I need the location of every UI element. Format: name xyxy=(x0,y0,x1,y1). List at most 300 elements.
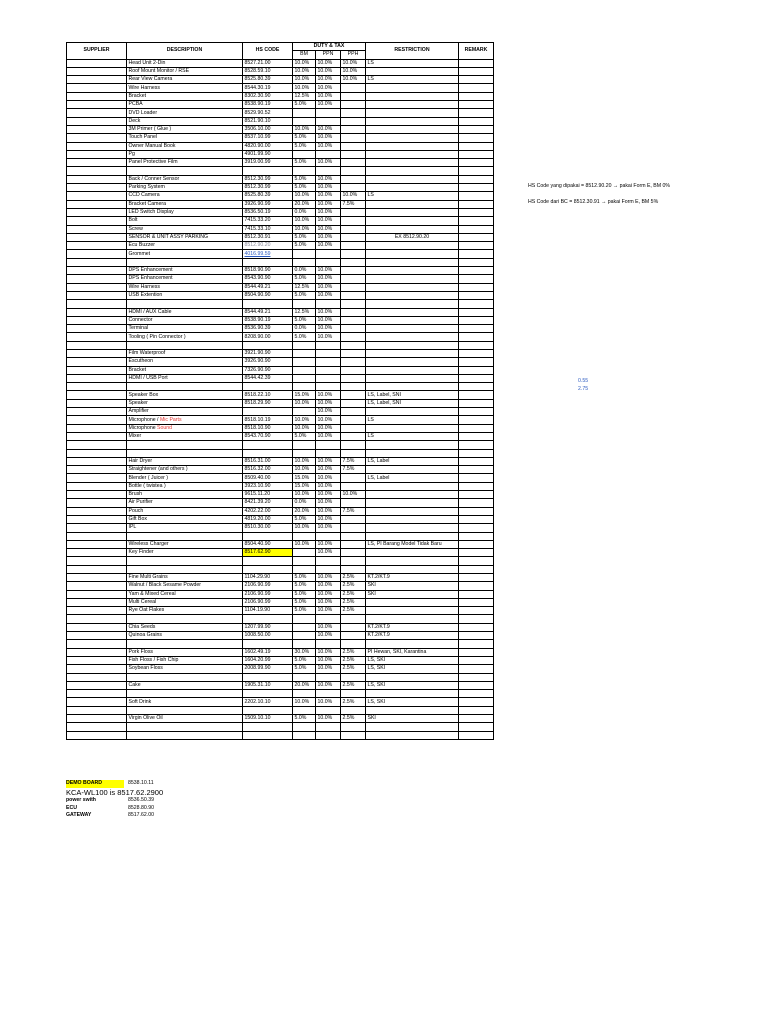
pph-cell xyxy=(341,233,366,241)
restriction-cell xyxy=(366,283,459,291)
hs-code-text: 8518.90.90 xyxy=(244,267,271,274)
description-cell xyxy=(127,267,243,275)
restriction-cell xyxy=(366,333,459,341)
restriction-cell xyxy=(366,167,459,175)
remark-cell xyxy=(459,159,494,167)
table-row xyxy=(67,134,494,142)
restriction-cell xyxy=(366,217,459,225)
supplier-cell xyxy=(67,598,127,606)
remark-cell xyxy=(459,242,494,250)
supplier-cell xyxy=(67,499,127,507)
table-row xyxy=(67,515,494,523)
table-row xyxy=(67,217,494,225)
supplier-cell xyxy=(67,524,127,532)
ppn-cell: 10.0% xyxy=(316,432,341,440)
ppn-cell: 10.0% xyxy=(316,408,341,416)
table-row xyxy=(67,258,494,266)
hs-code-text: 8517.62.90 xyxy=(244,549,271,556)
description-cell xyxy=(127,109,243,117)
description-text: SENSOR & UNIT ASSY PARKING xyxy=(128,233,209,240)
pph-cell xyxy=(341,399,366,407)
ppn-cell: 10.0% xyxy=(316,84,341,92)
supplier-cell xyxy=(67,457,127,465)
description-cell xyxy=(127,598,243,606)
bm-cell: 12.5% xyxy=(293,308,316,316)
pph-cell: 10.0% xyxy=(341,59,366,67)
description-text: Rye Oat Flakes xyxy=(128,607,165,614)
description-cell xyxy=(127,159,243,167)
pph-cell: 2.5% xyxy=(341,698,366,706)
bm-cell: 20.0% xyxy=(293,681,316,689)
remark-cell xyxy=(459,731,494,739)
remark-cell xyxy=(459,67,494,75)
description-cell xyxy=(127,557,243,565)
pph-cell: 10.0% xyxy=(341,67,366,75)
remark-cell xyxy=(459,84,494,92)
hs-code-text: 8528.59.10 xyxy=(244,68,271,75)
bm-cell xyxy=(293,109,316,117)
description-cell xyxy=(127,706,243,714)
ppn-cell xyxy=(316,150,341,158)
restriction-cell xyxy=(366,565,459,573)
remark-cell xyxy=(459,598,494,606)
hs-code-cell xyxy=(243,142,293,150)
description-cell xyxy=(127,715,243,723)
bm-cell xyxy=(293,673,316,681)
remark-cell xyxy=(459,109,494,117)
ppn-cell: 10.0% xyxy=(316,623,341,631)
hs-code-cell xyxy=(243,408,293,416)
description-cell xyxy=(127,92,243,100)
restriction-cell xyxy=(366,524,459,532)
remark-cell xyxy=(459,383,494,391)
ppn-cell: 10.0% xyxy=(316,333,341,341)
remark-cell xyxy=(459,258,494,266)
description-cell xyxy=(127,607,243,615)
pph-cell xyxy=(341,366,366,374)
description-cell xyxy=(127,349,243,357)
supplier-cell xyxy=(67,250,127,258)
bm-cell: 10.0% xyxy=(293,84,316,92)
pph-cell xyxy=(341,432,366,440)
description-text: Fine Multi Grains xyxy=(128,574,168,581)
hs-code-cell xyxy=(243,648,293,656)
remark-cell xyxy=(459,623,494,631)
supplier-cell xyxy=(67,731,127,739)
remark-cell xyxy=(459,441,494,449)
description-cell xyxy=(127,665,243,673)
ppn-cell: 10.0% xyxy=(316,275,341,283)
bm-cell xyxy=(293,690,316,698)
pph-cell xyxy=(341,532,366,540)
hs-code-cell xyxy=(243,549,293,557)
restriction-cell: LS, SKI xyxy=(366,698,459,706)
footer-key: DEMO BOARD xyxy=(66,780,124,788)
footer-row xyxy=(66,788,163,797)
table-row xyxy=(67,432,494,440)
restriction-cell: KT.2/KT.9 xyxy=(366,574,459,582)
bm-cell: 5.0% xyxy=(293,715,316,723)
remark-cell xyxy=(459,291,494,299)
restriction-cell xyxy=(366,67,459,75)
ppn-cell xyxy=(316,640,341,648)
hs-code-cell xyxy=(243,300,293,308)
remark-cell xyxy=(459,706,494,714)
remark-cell xyxy=(459,723,494,731)
description-cell xyxy=(127,76,243,84)
header-restriction: RESTRICTION xyxy=(366,43,459,60)
table-row xyxy=(67,582,494,590)
supplier-cell xyxy=(67,590,127,598)
supplier-cell xyxy=(67,515,127,523)
hs-code-cell xyxy=(243,225,293,233)
table-row xyxy=(67,690,494,698)
remark-cell xyxy=(459,540,494,548)
description-text: Wire Harness xyxy=(128,84,160,91)
restriction-cell xyxy=(366,532,459,540)
supplier-cell xyxy=(67,84,127,92)
supplier-cell xyxy=(67,300,127,308)
remark-cell xyxy=(459,101,494,109)
pph-cell xyxy=(341,242,366,250)
table-row xyxy=(67,341,494,349)
ppn-cell: 10.0% xyxy=(316,499,341,507)
remark-cell xyxy=(459,715,494,723)
hs-code-text: 8512.30.91 xyxy=(244,233,271,240)
bm-cell: 5.0% xyxy=(293,175,316,183)
description-text: Air Purifier xyxy=(128,499,153,506)
table-row xyxy=(67,457,494,465)
restriction-cell: PI Hewan, SKI, Karantina xyxy=(366,648,459,656)
supplier-cell xyxy=(67,125,127,133)
hs-code-cell xyxy=(243,250,293,258)
hs-code-text: 8538.90.19 xyxy=(244,316,271,323)
pph-cell: 2.5% xyxy=(341,648,366,656)
description-cell xyxy=(127,84,243,92)
ppn-cell xyxy=(316,300,341,308)
table-row xyxy=(67,565,494,573)
supplier-cell xyxy=(67,582,127,590)
hs-code-cell xyxy=(243,84,293,92)
description-text: DVD Loader xyxy=(128,109,158,116)
remark-cell xyxy=(459,267,494,275)
hs-code-cell xyxy=(243,267,293,275)
description-text: Ecu Buzzer xyxy=(128,242,156,249)
bm-cell: 5.0% xyxy=(293,101,316,109)
hs-code-text: 4819.20.00 xyxy=(244,516,271,523)
ppn-cell xyxy=(316,374,341,382)
header-pph: PPH xyxy=(341,51,366,59)
hs-code-cell xyxy=(243,449,293,457)
pph-cell xyxy=(341,109,366,117)
description-cell xyxy=(127,358,243,366)
bm-cell: 5.0% xyxy=(293,590,316,598)
ppn-cell: 10.0% xyxy=(316,184,341,192)
table-row xyxy=(67,466,494,474)
description-cell xyxy=(127,723,243,731)
table-row xyxy=(67,267,494,275)
supplier-cell xyxy=(67,184,127,192)
hs-code-cell xyxy=(243,441,293,449)
remark-cell xyxy=(459,399,494,407)
remark-cell xyxy=(459,325,494,333)
remark-cell xyxy=(459,125,494,133)
hs-code-text: 1008.50.00 xyxy=(244,632,271,639)
restriction-cell xyxy=(366,175,459,183)
description-cell xyxy=(127,333,243,341)
supplier-cell xyxy=(67,341,127,349)
table-row xyxy=(67,308,494,316)
hs-code-cell xyxy=(243,632,293,640)
restriction-cell xyxy=(366,200,459,208)
description-cell xyxy=(127,391,243,399)
table-row xyxy=(67,325,494,333)
ppn-cell xyxy=(316,117,341,125)
bm-cell: 20.0% xyxy=(293,507,316,515)
hs-code-cell xyxy=(243,557,293,565)
description-cell xyxy=(127,192,243,200)
remark-cell xyxy=(459,175,494,183)
description-cell xyxy=(127,408,243,416)
description-cell xyxy=(127,466,243,474)
supplier-cell xyxy=(67,117,127,125)
remark-cell xyxy=(459,208,494,216)
table-row xyxy=(67,408,494,416)
hs-code-cell xyxy=(243,67,293,75)
hs-code-text: 9615.11.20 xyxy=(244,491,271,498)
table-row xyxy=(67,167,494,175)
hs-code-text: 8525.80.39 xyxy=(244,76,271,83)
hs-code-cell xyxy=(243,366,293,374)
description-text: Soft Drink xyxy=(128,698,152,705)
hs-code-cell xyxy=(243,349,293,357)
restriction-cell xyxy=(366,150,459,158)
table-row xyxy=(67,399,494,407)
ppn-cell xyxy=(316,731,341,739)
bm-cell xyxy=(293,565,316,573)
description-text: Owner Manual Book xyxy=(128,142,176,149)
table-row xyxy=(67,275,494,283)
table-row xyxy=(67,640,494,648)
pph-cell xyxy=(341,225,366,233)
pph-cell xyxy=(341,208,366,216)
hs-code-text: 3926.90.90 xyxy=(244,358,271,365)
hs-code-cell xyxy=(243,665,293,673)
pph-cell xyxy=(341,632,366,640)
ppn-cell: 10.0% xyxy=(316,665,341,673)
pph-cell: 2.5% xyxy=(341,665,366,673)
restriction-cell: LS xyxy=(366,192,459,200)
hs-code-text: 2202.10.10 xyxy=(244,698,271,705)
footer-key: ECU xyxy=(66,804,77,811)
description-cell xyxy=(127,366,243,374)
pph-cell: 7.5% xyxy=(341,457,366,465)
ppn-cell: 10.0% xyxy=(316,291,341,299)
hs-code-cell xyxy=(243,491,293,499)
remark-cell xyxy=(459,117,494,125)
pph-cell xyxy=(341,723,366,731)
pph-cell: 2.5% xyxy=(341,681,366,689)
hs-code-cell xyxy=(243,698,293,706)
description-cell xyxy=(127,399,243,407)
bm-cell: 10.0% xyxy=(293,698,316,706)
description-cell xyxy=(127,175,243,183)
table-row xyxy=(67,499,494,507)
description-text: Amplifier xyxy=(128,408,149,415)
pph-cell: 10.0% xyxy=(341,491,366,499)
ppn-cell xyxy=(316,565,341,573)
pph-cell: 7.5% xyxy=(341,507,366,515)
remark-cell xyxy=(459,656,494,664)
description-cell xyxy=(127,432,243,440)
description-cell xyxy=(127,524,243,532)
ppn-cell xyxy=(316,673,341,681)
supplier-cell xyxy=(67,242,127,250)
pph-cell xyxy=(341,291,366,299)
bm-cell xyxy=(293,383,316,391)
pph-cell xyxy=(341,134,366,142)
hs-code-text: 8544.49.21 xyxy=(244,283,271,290)
description-cell xyxy=(127,698,243,706)
ppn-cell xyxy=(316,706,341,714)
description-cell xyxy=(127,482,243,490)
footer-row xyxy=(66,780,163,788)
ppn-cell xyxy=(316,615,341,623)
pph-cell xyxy=(341,349,366,357)
remark-cell xyxy=(459,150,494,158)
restriction-cell xyxy=(366,142,459,150)
table-row xyxy=(67,300,494,308)
ppn-cell: 10.0% xyxy=(316,582,341,590)
pph-cell: 7.5% xyxy=(341,200,366,208)
hs-code-text: 8544.49.21 xyxy=(244,308,271,315)
description-text: Terminal xyxy=(128,325,149,332)
description-cell xyxy=(127,242,243,250)
restriction-cell xyxy=(366,325,459,333)
remark-cell xyxy=(459,341,494,349)
remark-cell xyxy=(459,665,494,673)
description-cell xyxy=(127,549,243,557)
table-row xyxy=(67,150,494,158)
remark-cell xyxy=(459,76,494,84)
hs-code-text: 3923.10.90 xyxy=(244,482,271,489)
bm-cell: 5.0% xyxy=(293,233,316,241)
table-row xyxy=(67,200,494,208)
remark-cell xyxy=(459,449,494,457)
bm-cell xyxy=(293,615,316,623)
remark-cell xyxy=(459,283,494,291)
remark-cell xyxy=(459,225,494,233)
remark-cell xyxy=(459,142,494,150)
supplier-cell xyxy=(67,640,127,648)
pph-cell xyxy=(341,706,366,714)
hs-code-text: 8527.21.00 xyxy=(244,59,271,66)
bm-cell xyxy=(293,532,316,540)
description-cell xyxy=(127,449,243,457)
hs-code-text: 8529.90.52 xyxy=(244,109,271,116)
supplier-cell xyxy=(67,623,127,631)
pph-cell xyxy=(341,308,366,316)
bm-cell xyxy=(293,723,316,731)
table-row xyxy=(67,291,494,299)
table-row xyxy=(67,441,494,449)
remark-cell xyxy=(459,316,494,324)
footer-value: 8517.62.00 xyxy=(128,812,154,819)
table-row xyxy=(67,184,494,192)
hs-code-text[interactable]: 4016.99.59 xyxy=(244,250,271,257)
bm-cell: 10.0% xyxy=(293,416,316,424)
restriction-cell xyxy=(366,291,459,299)
pph-cell xyxy=(341,416,366,424)
table-row xyxy=(67,723,494,731)
restriction-cell xyxy=(366,275,459,283)
ppn-cell: 10.0% xyxy=(316,549,341,557)
restriction-cell xyxy=(366,267,459,275)
description-cell xyxy=(127,632,243,640)
bm-cell: 5.0% xyxy=(293,515,316,523)
bm-cell xyxy=(293,167,316,175)
hs-code-text: 1604.20.99 xyxy=(244,657,271,664)
table-row xyxy=(67,117,494,125)
header-ppn: PPN xyxy=(316,51,341,59)
pph-cell: 2.5% xyxy=(341,656,366,664)
restriction-cell xyxy=(366,258,459,266)
bm-cell: 15.0% xyxy=(293,482,316,490)
bm-cell xyxy=(293,640,316,648)
description-text: HDMI / USB Port xyxy=(128,375,168,382)
description-cell xyxy=(127,67,243,75)
bm-cell: 5.0% xyxy=(293,291,316,299)
hs-code-cell xyxy=(243,101,293,109)
ppn-cell: 10.0% xyxy=(316,242,341,250)
bm-cell xyxy=(293,250,316,258)
description-cell xyxy=(127,275,243,283)
supplier-cell xyxy=(67,101,127,109)
description-cell xyxy=(127,474,243,482)
pph-cell xyxy=(341,316,366,324)
hs-code-cell xyxy=(243,723,293,731)
ppn-cell: 10.0% xyxy=(316,524,341,532)
description-cell xyxy=(127,441,243,449)
ppn-cell: 10.0% xyxy=(316,125,341,133)
pph-cell xyxy=(341,325,366,333)
hs-code-text: 4202.22.00 xyxy=(244,507,271,514)
restriction-cell xyxy=(366,134,459,142)
supplier-cell xyxy=(67,474,127,482)
hs-code-text: 8536.50.19 xyxy=(244,209,271,216)
restriction-cell xyxy=(366,515,459,523)
supplier-cell xyxy=(67,557,127,565)
remark-cell xyxy=(459,59,494,67)
pph-cell xyxy=(341,391,366,399)
bm-cell: 10.0% xyxy=(293,192,316,200)
hs-code-text: 1207.99.90 xyxy=(244,623,271,630)
supplier-cell xyxy=(67,632,127,640)
bm-cell: 5.0% xyxy=(293,574,316,582)
pph-cell xyxy=(341,101,366,109)
hs-code-cell xyxy=(243,582,293,590)
remark-cell xyxy=(459,92,494,100)
pph-cell xyxy=(341,283,366,291)
hs-code-text: 8543.90.90 xyxy=(244,275,271,282)
remark-cell xyxy=(459,167,494,175)
description-text: Virgin Olive Oil xyxy=(128,715,163,722)
bm-cell: 20.0% xyxy=(293,200,316,208)
remark-cell xyxy=(459,524,494,532)
description-text: IPL xyxy=(128,524,137,531)
ppn-cell: 10.0% xyxy=(316,200,341,208)
description-text: Mixer xyxy=(128,433,142,440)
